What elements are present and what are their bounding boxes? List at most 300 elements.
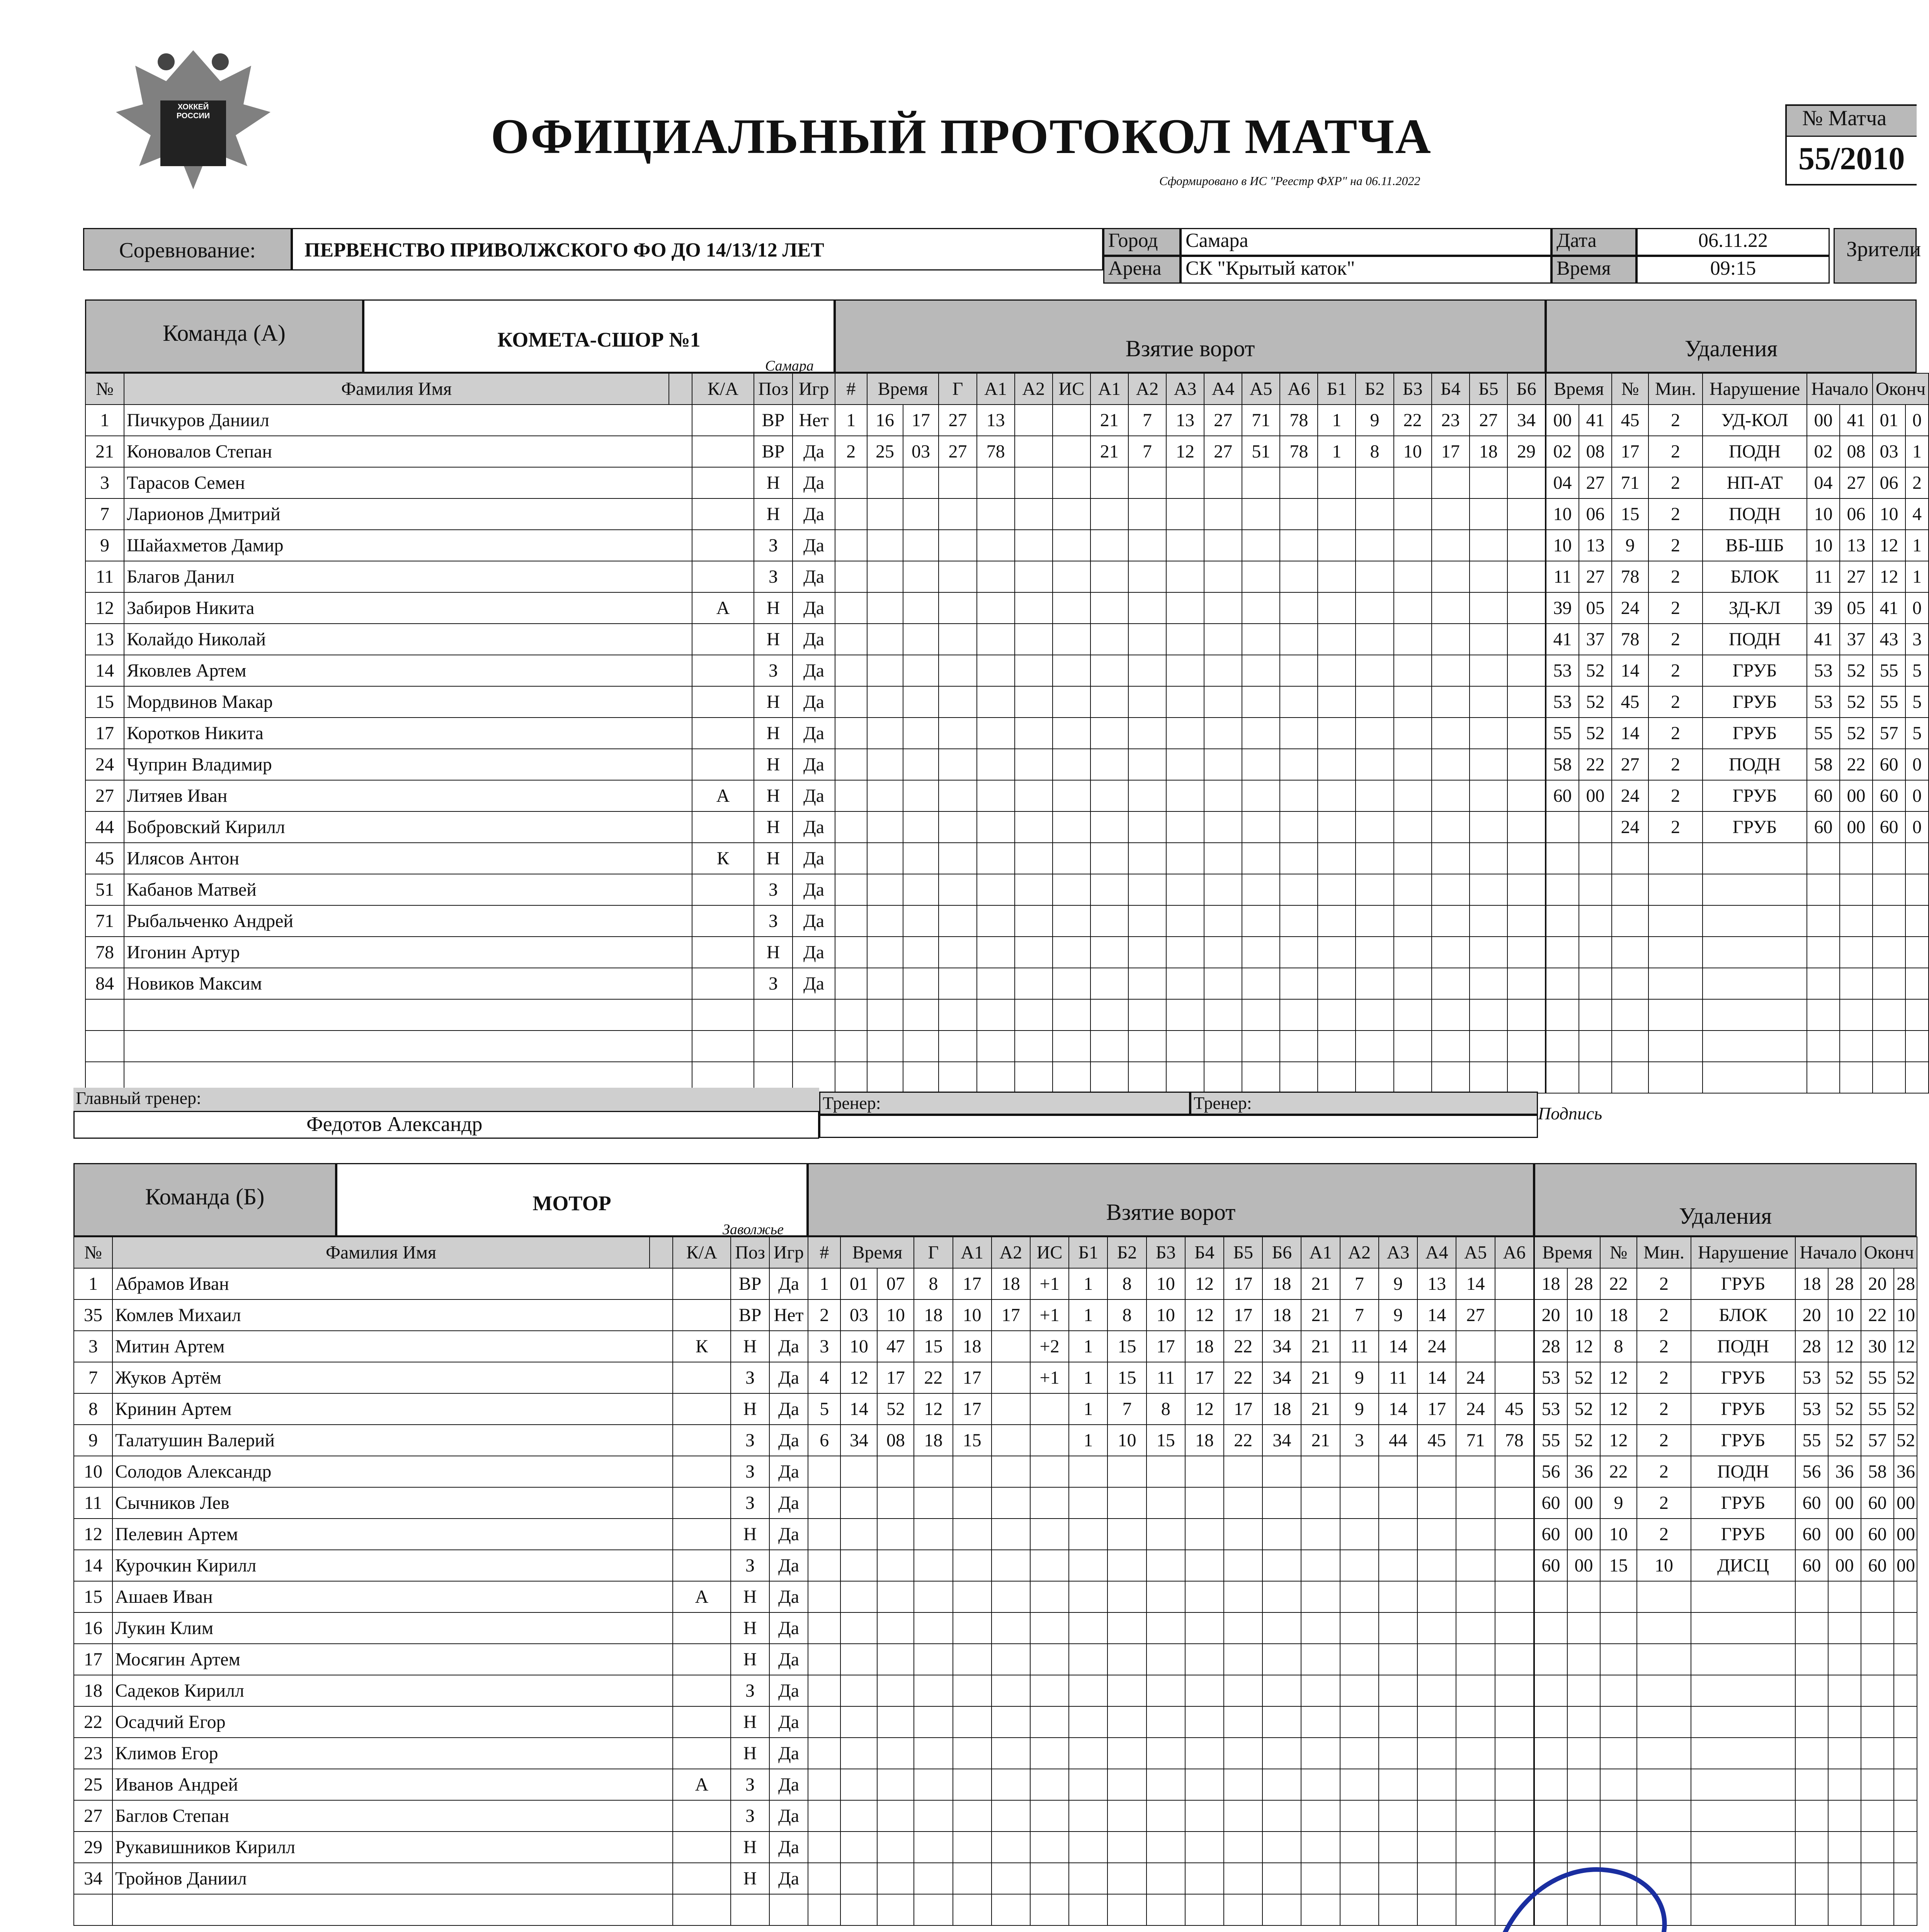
penalty-cell: 15 [1612,498,1648,530]
penalty-cell [1534,1644,1567,1675]
goal-row [835,905,1545,937]
goal-cell [1262,1769,1301,1800]
penalty-cell [1861,1706,1894,1738]
goal-cell [939,937,976,968]
player-role: А [673,1769,731,1800]
penalty-cell: 45 [1612,686,1648,718]
player-role: К [673,1331,731,1362]
goal-cell [1224,1487,1262,1519]
goal-cell [867,624,903,655]
goal-cell [1318,780,1356,811]
player-name: Яковлев Артем [124,655,692,686]
goal-cell [1107,1832,1146,1863]
player-name: Благов Данил [124,561,692,592]
goal-cell [1015,467,1053,498]
goal-cell [808,1738,840,1769]
player-number: 11 [85,561,124,592]
player-role [673,1644,731,1675]
goal-cell [953,1519,992,1550]
player-row [74,1456,808,1487]
team-a-goals [835,373,1546,1094]
goal-cell [939,530,976,561]
goal-row [808,1800,1534,1832]
goal-cell [1301,1456,1340,1487]
goal-row [835,686,1545,718]
goal-cell [1053,937,1090,968]
goal-cell: 18 [914,1299,953,1331]
goal-cell [1107,1769,1146,1800]
goal-cell [903,718,939,749]
penalty-cell: 00 [1894,1519,1917,1550]
team-b-city: Заволжье [723,1221,784,1238]
goal-cell: 3 [808,1331,840,1362]
goal-cell [992,1644,1030,1675]
player-role [692,467,754,498]
goal-cell [1280,686,1318,718]
goal-cell [953,1800,992,1832]
penalty-cell: 22 [1579,749,1612,780]
goal-cell [1030,1393,1069,1425]
penalty-cell: 53 [1795,1393,1828,1425]
penalty-cell: 52 [1828,1393,1861,1425]
goal-cell [1204,686,1242,718]
player-plays: Да [793,874,835,905]
goal-cell [1185,1581,1224,1612]
penalty-cell: ПОДН [1703,436,1807,467]
player-plays: Да [769,1331,808,1362]
goal-cell [1128,530,1166,561]
player-plays: Да [769,1832,808,1863]
player-role [673,1362,731,1393]
penalty-cell: ПОДН [1691,1331,1795,1362]
player-position [754,1031,793,1062]
goal-cell [808,1769,840,1800]
penalty-cell: 2 [1637,1268,1691,1299]
goal-row [808,1863,1534,1894]
goal-cell [1394,592,1432,624]
goal-cell: 14 [1379,1331,1417,1362]
goal-cell [1147,1675,1185,1706]
player-role [673,1738,731,1769]
goal-cell [1318,498,1356,530]
penalty-row [1534,1456,1917,1487]
goal-cell: 44 [1379,1425,1417,1456]
goal-cell: 21 [1301,1425,1340,1456]
roster-header-cell: К/А [673,1237,731,1268]
goal-cell [939,874,976,905]
goal-cell [1394,811,1432,843]
penalty-cell [1579,1062,1612,1093]
goal-cell [992,1706,1030,1738]
goal-cell [1069,1487,1107,1519]
goal-cell [1432,655,1470,686]
penalty-cell: 12 [1873,530,1905,561]
roster-header-cell: Игр [793,373,835,405]
penalty-cell: 60 [1534,1519,1567,1550]
player-role [692,655,754,686]
team-a-roster [85,373,835,1094]
fhr-logo [89,35,298,197]
penalty-cell: 10 [1600,1519,1637,1550]
penalty-cell [1612,1031,1648,1062]
goal-cell [1166,498,1204,530]
penalty-cell [1612,874,1648,905]
goal-cell [1356,780,1393,811]
goal-cell [1166,624,1204,655]
goal-cell: 78 [1280,405,1318,436]
goal-cell [1128,655,1166,686]
goal-header-cell: А6 [1280,373,1318,405]
goal-header-cell: Б3 [1147,1237,1185,1268]
penalty-row [1534,1519,1917,1550]
goal-cell [977,655,1015,686]
goal-cell [1394,1031,1432,1062]
penalty-cell: 28 [1828,1268,1861,1299]
goal-cell [1204,561,1242,592]
goal-cell [867,718,903,749]
goal-cell [1224,1832,1262,1863]
player-row [74,1612,808,1644]
goal-cell [808,1706,840,1738]
goal-cell [1128,874,1166,905]
goal-cell [939,1062,976,1093]
player-number: 27 [85,780,124,811]
goal-cell [1495,1800,1534,1832]
player-position: Н [754,718,793,749]
penalty-row [1546,592,1929,624]
goal-cell [1432,874,1470,905]
goal-cell [1262,1581,1301,1612]
goal-cell [1053,498,1090,530]
goal-cell [1030,1800,1069,1832]
goal-cell [1318,624,1356,655]
penalty-cell: 36 [1828,1456,1861,1487]
goal-cell [1394,780,1432,811]
player-role [673,1519,731,1550]
goal-cell [1030,1456,1069,1487]
player-number: 7 [85,498,124,530]
goal-cell [835,1031,867,1062]
player-plays: Да [793,530,835,561]
player-role [673,1832,731,1863]
goal-cell [840,1612,877,1644]
goal-cell [1107,1675,1146,1706]
goal-cell [1301,1581,1340,1612]
penalty-cell: 24 [1612,780,1648,811]
goal-cell [835,843,867,874]
penalty-cell: 12 [1600,1362,1637,1393]
player-row [85,436,835,467]
goal-cell [1204,592,1242,624]
player-plays: Да [769,1675,808,1706]
penalty-row [1546,1062,1929,1093]
goal-header-cell: А3 [1379,1237,1417,1268]
player-number: 11 [74,1487,112,1519]
penalty-cell [1600,1738,1637,1769]
goal-cell [1280,718,1318,749]
penalty-cell [1691,1706,1795,1738]
penalty-cell: ГРУБ [1691,1519,1795,1550]
player-plays: Да [769,1800,808,1832]
goal-cell [1280,937,1318,968]
penalty-cell [1703,843,1807,874]
goal-cell [840,1769,877,1800]
goal-row [835,749,1545,780]
goal-cell [977,718,1015,749]
player-plays [793,999,835,1031]
goal-cell [1470,843,1507,874]
goal-cell: 01 [840,1268,877,1299]
player-position: З [731,1800,769,1832]
goal-cell [1507,874,1545,905]
penalty-cell: 2 [1648,405,1703,436]
penalty-cell [1894,1738,1917,1769]
player-row [74,1299,808,1331]
goal-cell [1470,811,1507,843]
penalty-cell [1861,1769,1894,1800]
team-a-penalties-title: Удаления [1546,299,1917,373]
penalty-cell [1828,1675,1861,1706]
goal-cell [1432,811,1470,843]
goal-cell [992,1362,1030,1393]
goal-cell: 45 [1417,1425,1456,1456]
team-a-head-coach-label: Главный тренер: [73,1088,819,1111]
penalty-cell: 52 [1840,686,1873,718]
player-number: 10 [74,1456,112,1487]
goal-cell [1128,1062,1166,1093]
penalty-cell: 2 [1648,718,1703,749]
goal-cell: 9 [1379,1268,1417,1299]
goal-cell: 22 [1224,1425,1262,1456]
goal-cell: 27 [1456,1299,1495,1331]
penalty-cell [1795,1675,1828,1706]
roster-header-cell [669,373,692,405]
penalty-cell [1691,1800,1795,1832]
penalty-cell: 56 [1795,1456,1828,1487]
goal-cell: 8 [914,1268,953,1299]
goal-cell [977,905,1015,937]
player-row [85,498,835,530]
goal-row [808,1738,1534,1769]
penalty-cell: 57 [1861,1425,1894,1456]
penalty-cell: 56 [1534,1456,1567,1487]
team-a-coach2-label: Тренер: [1190,1092,1538,1115]
penalty-header-cell: Нарушение [1703,373,1807,405]
goal-cell: 10 [1147,1268,1185,1299]
player-number: 9 [85,530,124,561]
goal-cell [867,1031,903,1062]
player-position [754,999,793,1031]
penalty-cell: ГРУБ [1703,811,1807,843]
player-name: Чуприн Владимир [124,749,692,780]
penalty-cell [1807,1062,1840,1093]
penalty-cell: 55 [1861,1362,1894,1393]
goal-cell [1356,498,1393,530]
team-a-city: Самара [765,358,814,374]
goal-cell [1107,1863,1146,1894]
goal-cell [1147,1769,1185,1800]
penalty-cell [1648,1062,1703,1093]
penalty-cell [1600,1800,1637,1832]
goal-cell [1242,780,1280,811]
goal-cell [1394,530,1432,561]
goal-cell [1090,874,1128,905]
goal-cell [1470,999,1507,1031]
penalty-cell [1828,1644,1861,1675]
penalty-row [1546,561,1929,592]
goal-cell: 9 [1340,1362,1379,1393]
goal-cell [1242,718,1280,749]
goal-cell [1394,686,1432,718]
goal-cell [1242,561,1280,592]
player-row [74,1800,808,1832]
goal-cell [1301,1612,1340,1644]
goal-cell [977,467,1015,498]
goal-cell: 4 [808,1362,840,1393]
penalty-row [1534,1738,1917,1769]
penalty-cell [1579,937,1612,968]
goal-cell [867,498,903,530]
goal-cell [1053,530,1090,561]
penalty-cell: 1 [1905,436,1929,467]
goal-cell [1394,905,1432,937]
penalty-cell: 10 [1873,498,1905,530]
goal-cell [1301,1832,1340,1863]
player-plays: Да [793,686,835,718]
goal-cell [1166,780,1204,811]
player-role [692,749,754,780]
penalty-cell: 20 [1861,1268,1894,1299]
goal-cell [1090,905,1128,937]
goal-cell: 12 [1185,1268,1224,1299]
penalty-cell: 78 [1612,561,1648,592]
penalty-cell [1637,1675,1691,1706]
penalty-cell [1612,905,1648,937]
goal-cell: 18 [1262,1299,1301,1331]
player-number: 71 [85,905,124,937]
penalty-cell: 00 [1567,1550,1600,1581]
goal-cell [877,1487,914,1519]
goal-header-cell: ИС [1053,373,1090,405]
goal-cell [1090,592,1128,624]
penalty-cell [1795,1644,1828,1675]
team-a-name: КОМЕТА-СШОР №1 [363,299,835,373]
goal-cell: 2 [808,1299,840,1331]
goal-cell: 17 [1224,1268,1262,1299]
goal-cell [1030,1487,1069,1519]
goal-cell [1432,1062,1470,1093]
goal-cell: 15 [1107,1331,1146,1362]
goal-cell [1069,1550,1107,1581]
goal-cell: +1 [1030,1362,1069,1393]
goal-cell [1242,592,1280,624]
player-row [85,780,835,811]
goal-cell [1128,686,1166,718]
goal-cell [977,937,1015,968]
goal-cell [1015,1031,1053,1062]
goal-cell [903,498,939,530]
team-a-block [70,299,1926,1150]
goal-cell [1470,968,1507,999]
goal-cell [1470,655,1507,686]
penalty-header-cell: № [1600,1237,1637,1268]
penalty-cell [1795,1612,1828,1644]
penalty-cell: 10 [1807,530,1840,561]
goal-cell [1495,1331,1534,1362]
penalty-cell [1894,1612,1917,1644]
goal-cell [1069,1894,1107,1925]
penalty-cell: 27 [1579,467,1612,498]
goal-cell [835,467,867,498]
goal-cell [1456,1644,1495,1675]
city-label: Город [1103,228,1181,256]
goal-cell [1185,1769,1224,1800]
goal-row [835,843,1545,874]
goal-cell [1301,1706,1340,1738]
player-role: А [692,780,754,811]
goal-cell [1090,749,1128,780]
goal-cell [1470,1062,1507,1093]
player-name: Коротков Никита [124,718,692,749]
goal-cell [992,1769,1030,1800]
penalty-cell: 03 [1873,436,1905,467]
penalty-cell [1828,1832,1861,1863]
penalty-cell [1807,1031,1840,1062]
goal-cell [1015,999,1053,1031]
penalty-row [1546,780,1929,811]
penalty-cell: ЗД-КЛ [1703,592,1807,624]
goal-cell [1204,467,1242,498]
player-plays: Да [793,780,835,811]
penalty-cell [1873,999,1905,1031]
penalty-cell: 41 [1579,405,1612,436]
penalty-cell [1894,1644,1917,1675]
player-role [692,999,754,1031]
date-label: Дата [1551,228,1636,256]
goal-cell [903,905,939,937]
penalty-cell [1905,999,1929,1031]
goal-cell [914,1832,953,1863]
penalty-cell [1840,999,1873,1031]
penalty-cell: 13 [1840,530,1873,561]
spectators-label: Зрители [1834,228,1917,284]
match-number: 55/2010 [1798,141,1905,177]
player-plays: Да [769,1863,808,1894]
penalty-cell: 41 [1546,624,1579,655]
player-name: Бобровский Кирилл [124,811,692,843]
goal-cell: 10 [877,1299,914,1331]
player-row [85,843,835,874]
goal-cell: 34 [1507,405,1545,436]
penalty-row [1546,655,1929,686]
goal-cell: 10 [953,1299,992,1331]
goal-cell [1242,811,1280,843]
goal-cell [914,1612,953,1644]
penalty-row [1546,811,1929,843]
goal-cell [877,1863,914,1894]
goal-cell [1262,1550,1301,1581]
goal-cell [1107,1456,1146,1487]
goal-cell [914,1644,953,1675]
goal-cell [1204,655,1242,686]
penalty-cell [1905,1062,1929,1093]
penalty-cell: 00 [1840,780,1873,811]
goal-cell [1318,968,1356,999]
goal-cell: 14 [1417,1362,1456,1393]
roster-header-cell: К/А [692,373,754,405]
goal-cell [939,749,976,780]
player-name: Солодов Александр [112,1456,673,1487]
